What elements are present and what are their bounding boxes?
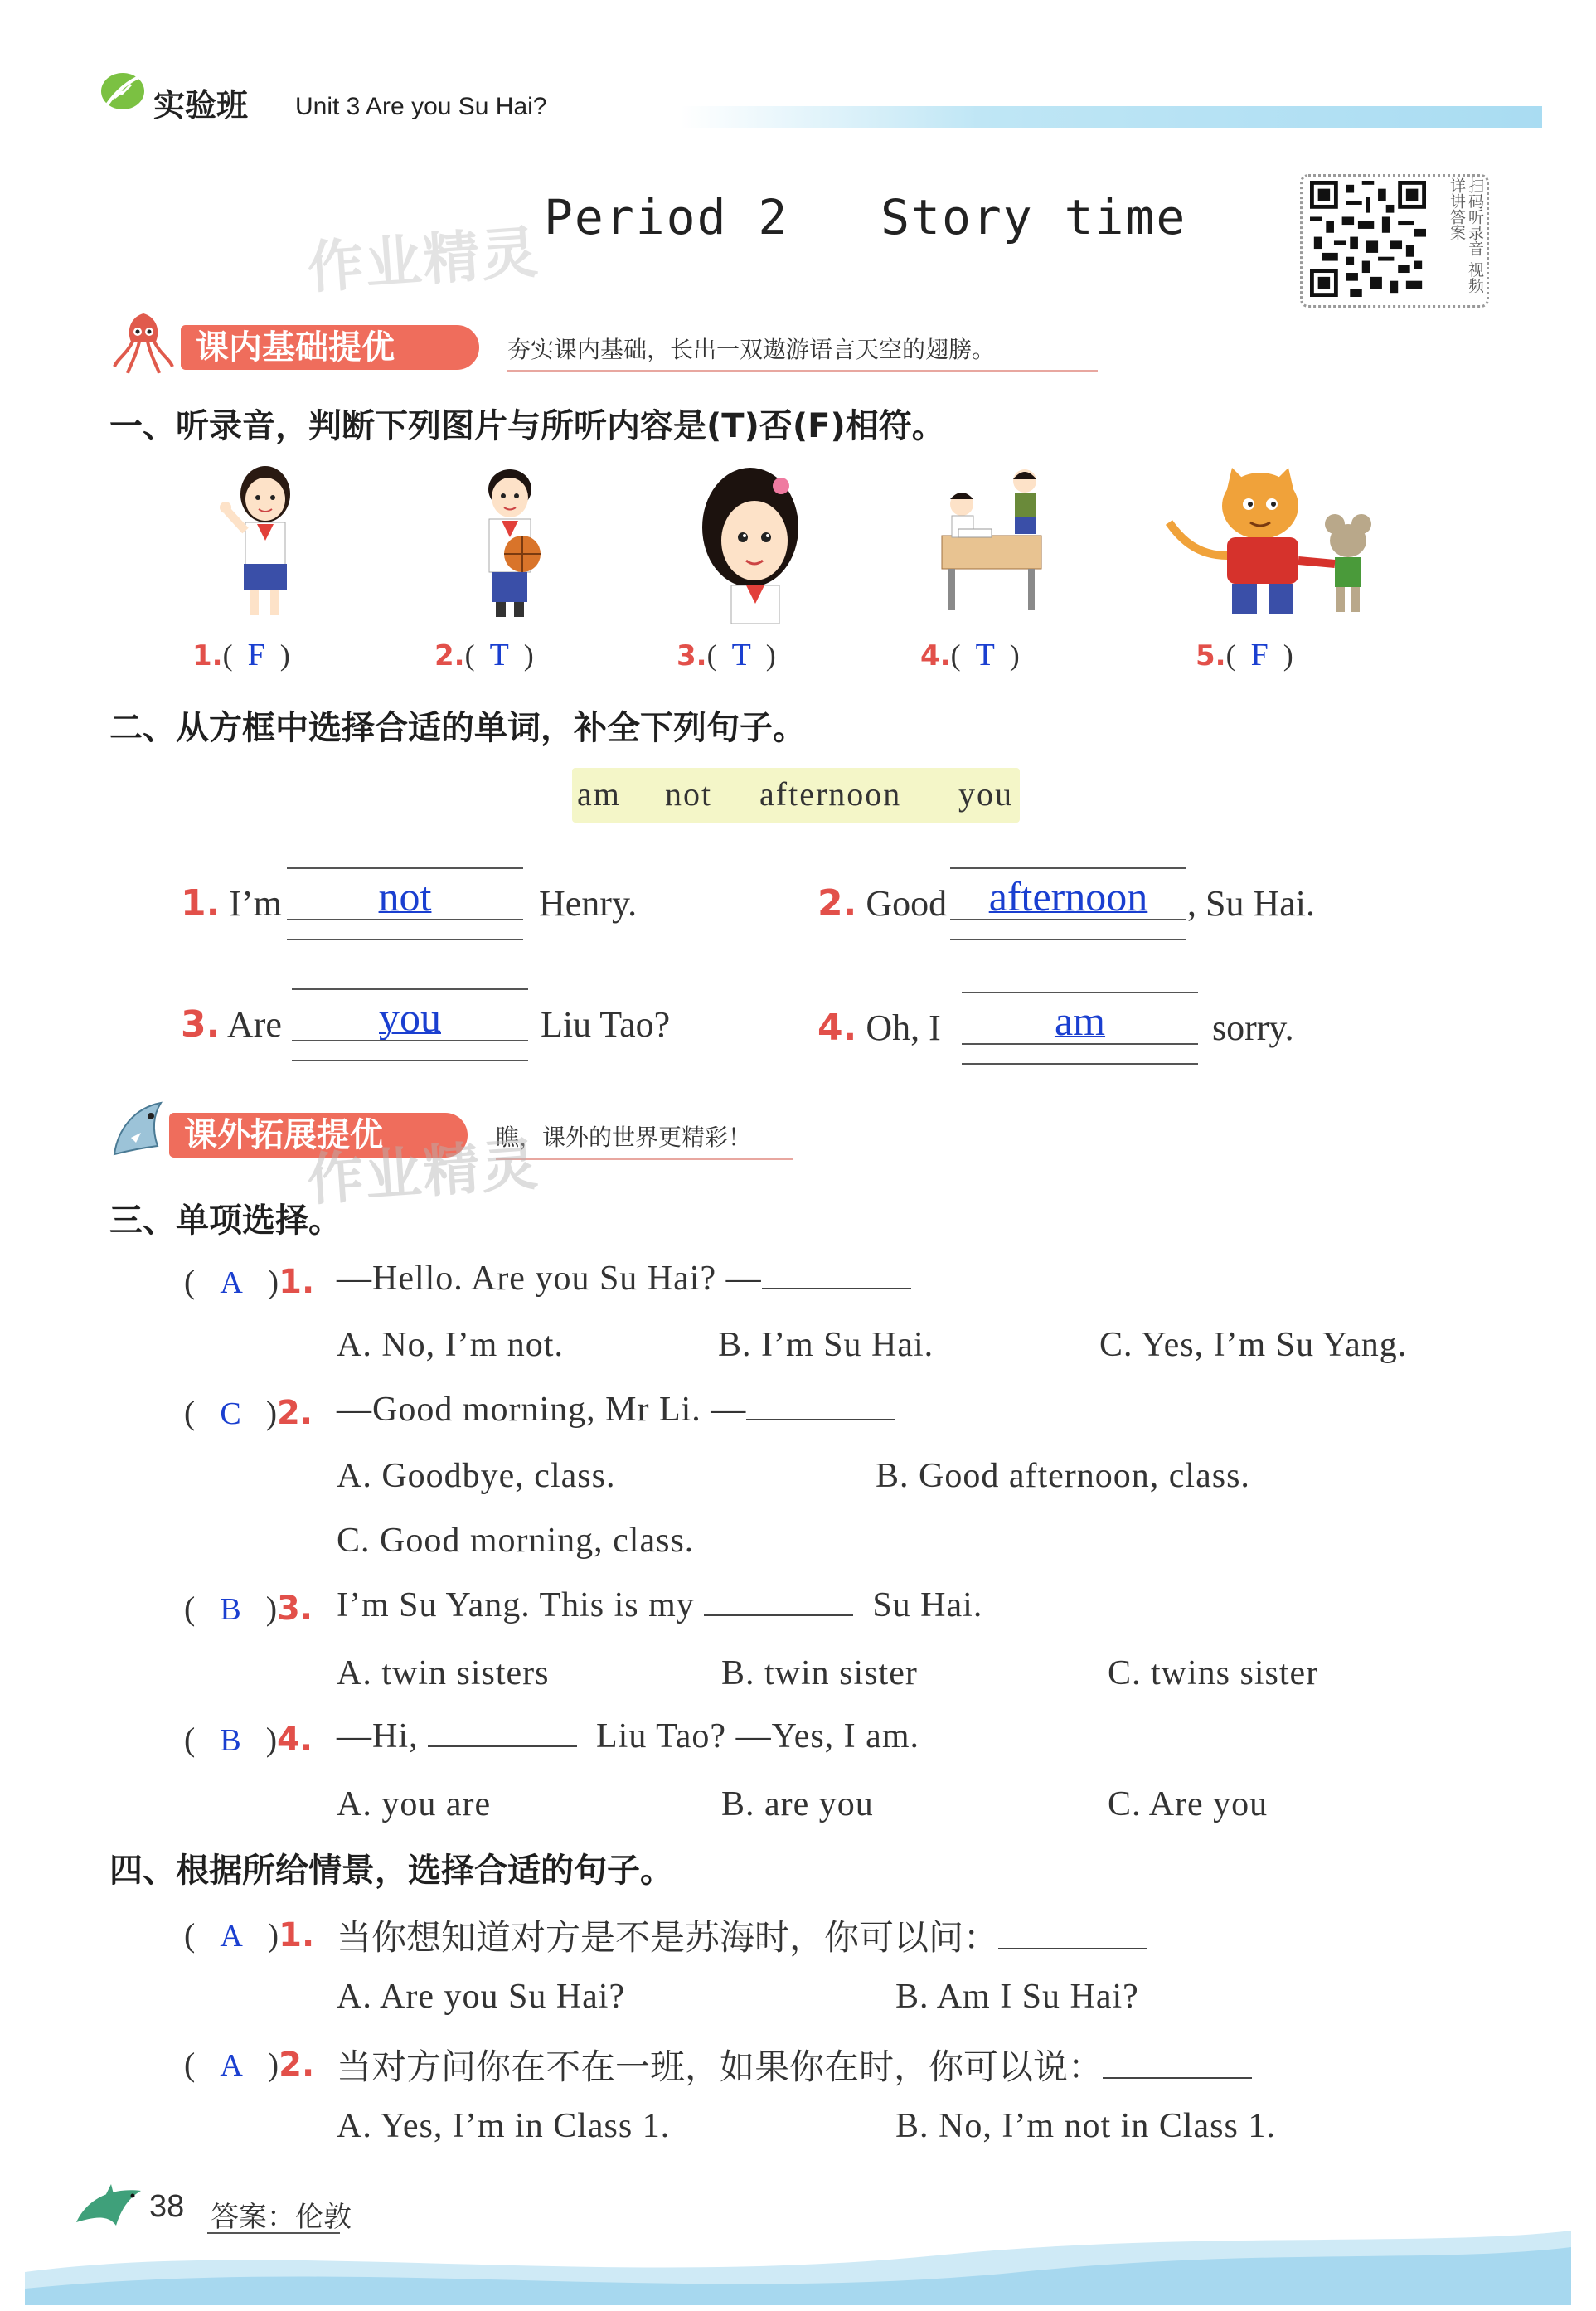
part1-title: 一、听录音，判断下列图片与所听内容是(T)否(F)相符。 — [109, 407, 945, 445]
writing-line — [950, 939, 1186, 940]
option-a[interactable]: A. twin sisters — [337, 1654, 550, 1692]
part3-title: 三、单项选择。 — [109, 1202, 342, 1240]
judge-item-2: 2.( T ) — [434, 638, 534, 672]
judge-item-3: 3.( T ) — [677, 638, 776, 672]
squid-icon — [109, 308, 177, 376]
situation-answer-1[interactable]: A — [220, 1919, 243, 1954]
judge-item-4: 4.( T ) — [920, 638, 1020, 672]
option-a[interactable]: A. you are — [337, 1785, 492, 1823]
situation-question: 当你想知道对方是不是苏海时，你可以问： — [337, 1910, 1147, 1960]
qr-code-icon[interactable] — [1310, 181, 1426, 297]
section-banner-inner: 课内基础提优 — [181, 325, 479, 370]
question-text: —Good morning, Mr Li. — — [337, 1390, 895, 1430]
option-c[interactable]: C. Yes, I’m Su Yang. — [1099, 1326, 1408, 1364]
question-text: —Hi, Liu Tao? —Yes, I am. — [337, 1717, 919, 1755]
option-a[interactable]: A. No, I’m not. — [337, 1326, 564, 1364]
footer-wave — [25, 2222, 1571, 2305]
option-a[interactable]: A. Goodbye, class. — [337, 1457, 616, 1495]
choice-item-3: ( B )3. — [184, 1590, 313, 1628]
shark-icon — [106, 1096, 174, 1164]
word-bank-item: am — [577, 775, 621, 813]
fill-item-4: 4. Oh, I — [817, 1007, 941, 1049]
judge-answer-5[interactable]: F — [1250, 638, 1269, 672]
situation-question: 当对方问你在不在一班，如果你在时，你可以说： — [337, 2040, 1252, 2090]
writing-line — [950, 867, 1186, 869]
option-a[interactable]: A. Are you Su Hai? — [337, 1978, 626, 2016]
section-note-outer: 瞧，课外的世界更精彩！ — [496, 1119, 793, 1160]
option-a[interactable]: A. Yes, I’m in Class 1. — [337, 2107, 671, 2145]
choice-answer-3[interactable]: B — [220, 1592, 241, 1627]
choice-item-2: ( C )2. — [184, 1394, 313, 1432]
question-text: I’m Su Yang. This is my Su Hai. — [337, 1586, 983, 1624]
header-band — [680, 106, 1542, 128]
fill-answer-1[interactable]: not — [378, 873, 432, 920]
writing-line — [287, 867, 523, 869]
option-c[interactable]: C. Good morning, class. — [337, 1522, 695, 1560]
fill-answer-3[interactable]: you — [379, 994, 441, 1041]
fill-after-4: sorry. — [1212, 1007, 1294, 1048]
option-b[interactable]: B. twin sister — [721, 1654, 918, 1692]
word-bank-item: afternoon — [759, 775, 902, 813]
writing-line — [950, 919, 1186, 920]
girl-portrait-picture — [688, 461, 813, 624]
option-b[interactable]: B. Am I Su Hai? — [895, 1978, 1139, 2016]
unit-title: Unit 3 Are you Su Hai? — [295, 93, 547, 120]
judge-answer-2[interactable]: T — [489, 638, 509, 672]
writing-line — [292, 1040, 528, 1041]
part2-title: 二、从方框中选择合适的单词，补全下列句子。 — [109, 709, 806, 747]
answer-label: 答案：伦敦 — [211, 2201, 352, 2234]
choice-answer-4[interactable]: B — [220, 1723, 241, 1758]
choice-answer-2[interactable]: C — [220, 1396, 241, 1431]
fill-after-3: Liu Tao? — [541, 1004, 671, 1045]
leaf-logo-icon — [98, 66, 151, 114]
word-bank-item: you — [958, 775, 1013, 813]
fill-after-1: Henry. — [539, 883, 638, 924]
judge-item-1: 1.( F ) — [192, 638, 290, 672]
question-text: —Hello. Are you Su Hai? — — [337, 1259, 911, 1299]
writing-line — [962, 1063, 1198, 1065]
situation-item-2: ( A )2. — [184, 2046, 315, 2084]
choice-answer-1[interactable]: A — [220, 1265, 243, 1300]
option-b[interactable]: B. I’m Su Hai. — [718, 1326, 934, 1364]
fill-after-2: , Su Hai. — [1187, 883, 1315, 924]
word-bank-item: not — [665, 775, 713, 813]
choice-item-1: ( A )1. — [184, 1263, 315, 1301]
situation-item-1: ( A )1. — [184, 1916, 315, 1954]
option-b[interactable]: B. Good afternoon, class. — [876, 1457, 1250, 1495]
boy-basketball-picture — [464, 461, 555, 620]
writing-line — [287, 939, 523, 940]
girl-waving-picture — [216, 461, 315, 620]
cat-and-mouse-picture — [1164, 464, 1388, 624]
fill-item-3: 3. Are — [181, 1003, 282, 1046]
option-b[interactable]: B. No, I’m not in Class 1. — [895, 2107, 1276, 2145]
section-banner-outer: 课外拓展提优 — [169, 1113, 468, 1158]
writing-line — [292, 1060, 528, 1061]
page-title: Period 2 Story time — [544, 189, 1187, 245]
choice-item-4: ( B )4. — [184, 1721, 313, 1759]
page-number: 38 — [149, 2189, 185, 2224]
fill-answer-4[interactable]: am — [1054, 998, 1106, 1044]
judge-item-5: 5.( F ) — [1196, 638, 1293, 672]
judge-answer-3[interactable]: T — [731, 638, 751, 672]
fill-item-2: 2. Good — [817, 882, 948, 925]
writing-line — [962, 1043, 1198, 1045]
writing-line — [287, 919, 523, 920]
watermark: 作业精灵 — [305, 220, 541, 302]
qr-caption: 扫码听录音 视频详讲答案 — [1448, 177, 1484, 294]
judge-answer-4[interactable]: T — [975, 638, 995, 672]
judge-answer-1[interactable]: F — [247, 638, 265, 672]
option-c[interactable]: C. Are you — [1108, 1785, 1269, 1823]
part4-title: 四、根据所给情景，选择合适的句子。 — [109, 1852, 673, 1890]
fill-item-1: 1. I’m — [181, 882, 282, 925]
section-note-inner: 夯实课内基础，长出一双遨游语言天空的翅膀。 — [507, 332, 1098, 372]
classroom-picture — [925, 461, 1058, 624]
option-b[interactable]: B. are you — [721, 1785, 874, 1823]
fill-answer-2[interactable]: afternoon — [988, 873, 1148, 920]
option-c[interactable]: C. twins sister — [1108, 1654, 1319, 1692]
brand-name: 实验班 — [153, 87, 249, 124]
writing-line — [962, 992, 1198, 993]
situation-answer-2[interactable]: A — [220, 2048, 243, 2083]
watermark: 作业精灵 — [305, 1132, 541, 1214]
writing-line — [292, 988, 528, 990]
